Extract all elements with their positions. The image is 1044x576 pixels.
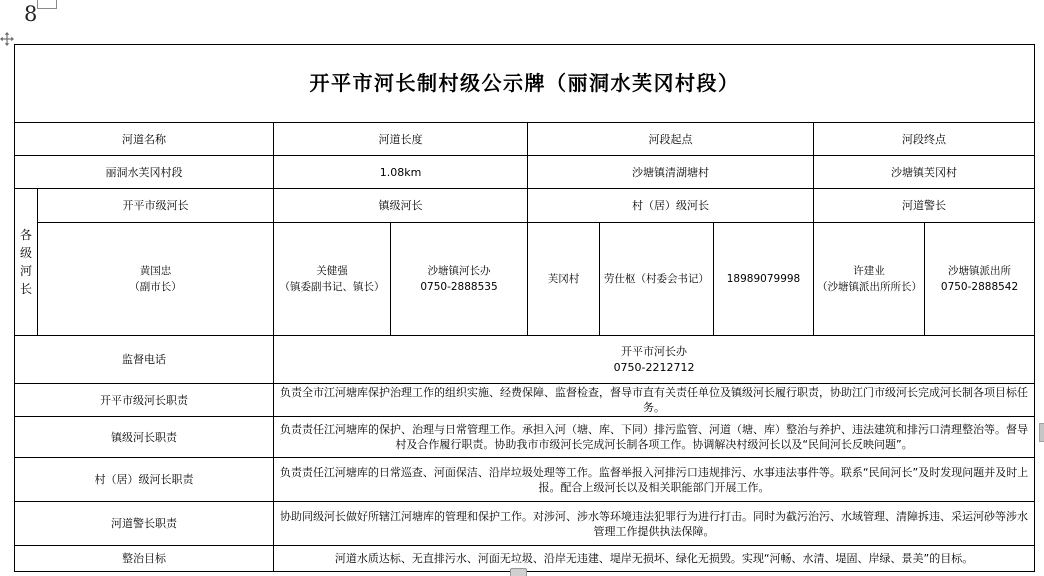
- duty-row-village: [15, 458, 1035, 502]
- top-edge-artifact: [37, 0, 57, 9]
- city-chief-cell: [38, 223, 274, 336]
- police-office: 沙塘镇派出所: [948, 265, 1012, 277]
- police-office-cell: [925, 223, 1035, 336]
- header-village-chief: 村（居）级河长: [528, 189, 814, 223]
- supervision-label: 监督电话: [15, 336, 274, 384]
- value-river-name: 丽洞水芙冈村段: [15, 156, 274, 189]
- duty-label-village: 村（居）级河长职责: [15, 458, 274, 502]
- city-chief-name: 黄国忠: [139, 265, 172, 277]
- duty-text-city: 负责全市江河塘库保护治理工作的组织实施、经费保障、监督检查，督导市直有关责任单位及镇级河长履行职责，协助江门市级河长完成河长制各项目标任务。: [274, 384, 1035, 417]
- river-info-value-row: [15, 156, 1035, 189]
- duty-row-town: [15, 417, 1035, 458]
- duty-text-police: 协助同级河长做好所辖江河塘库的管理和保护工作。对涉河、涉水等环境违法犯罪行为进行打击。同时为截污治污、水域管理、清障拆违、采运河砂等涉水管理工作提供执法保障。: [274, 502, 1035, 546]
- title-row: [15, 45, 1035, 123]
- supervision-phone: 0750-2212712: [613, 360, 695, 374]
- chiefs-header-row: [15, 189, 1035, 223]
- town-chief-office-phone: 0750-2888535: [420, 281, 498, 293]
- police-office-phone: 0750-2888542: [940, 281, 1019, 293]
- duty-label-goal: 整治目标: [15, 546, 274, 572]
- bottom-resize-handle[interactable]: [510, 568, 527, 576]
- header-town-chief: 镇级河长: [274, 189, 528, 223]
- duty-text-town: 负责责任江河塘库的保护、治理与日常管理工作。承担入河（塘、库、下同）排污监管、河道（塘、库）整治与养护、违法建筑和排污口清理整治等。督导村及合作履行职责。协助我市市级河长完成河长制各项工作。协调解决村级河长以及“民间河长反映问题”。: [274, 417, 1035, 458]
- header-river-length: 河道长度: [274, 123, 528, 156]
- police-chief-cell: [814, 223, 925, 336]
- chiefs-section-label: [15, 189, 38, 336]
- duty-row-police: [15, 502, 1035, 546]
- police-chief-name: 许建业: [853, 265, 885, 277]
- chiefs-section-label-text: 各级河长: [19, 228, 32, 296]
- village-chief-name-cell: 劳仕枢（村委会书记）: [600, 223, 714, 336]
- duty-text-goal: 河道水质达标、无直排污水、河面无垃圾、沿岸无违建、堤岸无损坏、绿化无损毁。实现“河畅、水清、堤固、岸绿、景美”的目标。: [274, 546, 1035, 572]
- value-section-start: 沙塘镇清湖塘村: [528, 156, 814, 189]
- town-chief-title: （镇委副书记、镇长）: [279, 281, 385, 293]
- header-section-end: 河段终点: [814, 123, 1035, 156]
- duty-row-city: [15, 384, 1035, 417]
- header-section-start: 河段起点: [528, 123, 814, 156]
- value-section-end: 沙塘镇芙冈村: [814, 156, 1035, 189]
- town-chief-name: 关健强: [316, 265, 348, 277]
- duty-label-town: 镇级河长职责: [15, 417, 274, 458]
- river-info-header-row: [15, 123, 1035, 156]
- table-title-cell: [15, 45, 1035, 123]
- right-edge-marker: [1039, 423, 1044, 442]
- duty-text-village: 负责责任江河塘库的日常巡查、河面保洁、沿岸垃圾处理等工作。监督举报入河排污口违规排污、水事违法事件等。联系“民间河长”及时发现问题并及时上报。配合上级河长以及相关职能部门开展工作。: [274, 458, 1035, 502]
- supervision-office: 开平市河长办: [621, 344, 688, 358]
- chiefs-detail-row: [15, 223, 1035, 336]
- supervision-value-cell: [274, 336, 1035, 384]
- table-move-handle-icon[interactable]: [0, 31, 14, 45]
- duty-label-police: 河道警长职责: [15, 502, 274, 546]
- supervision-row: [15, 336, 1035, 384]
- page-number: 8: [24, 2, 38, 26]
- village-chief-phone-cell: 18989079998: [714, 223, 814, 336]
- value-river-length: 1.08km: [274, 156, 528, 189]
- police-chief-title: （沙塘镇派出所所长）: [817, 281, 922, 293]
- town-chief-cell: [274, 223, 391, 336]
- header-city-chief: 开平市级河长: [38, 189, 274, 223]
- notice-table: [14, 44, 1035, 572]
- town-chief-office-cell: [391, 223, 528, 336]
- header-river-name: 河道名称: [15, 123, 274, 156]
- village-name-cell: 芙冈村: [528, 223, 600, 336]
- page-title: 开平市河长制村级公示牌（丽洞水芙冈村段）: [309, 71, 740, 95]
- duty-label-city: 开平市级河长职责: [15, 384, 274, 417]
- header-river-police-chief: 河道警长: [814, 189, 1035, 223]
- town-chief-office: 沙塘镇河长办: [427, 265, 491, 277]
- city-chief-title: （副市长）: [129, 281, 182, 293]
